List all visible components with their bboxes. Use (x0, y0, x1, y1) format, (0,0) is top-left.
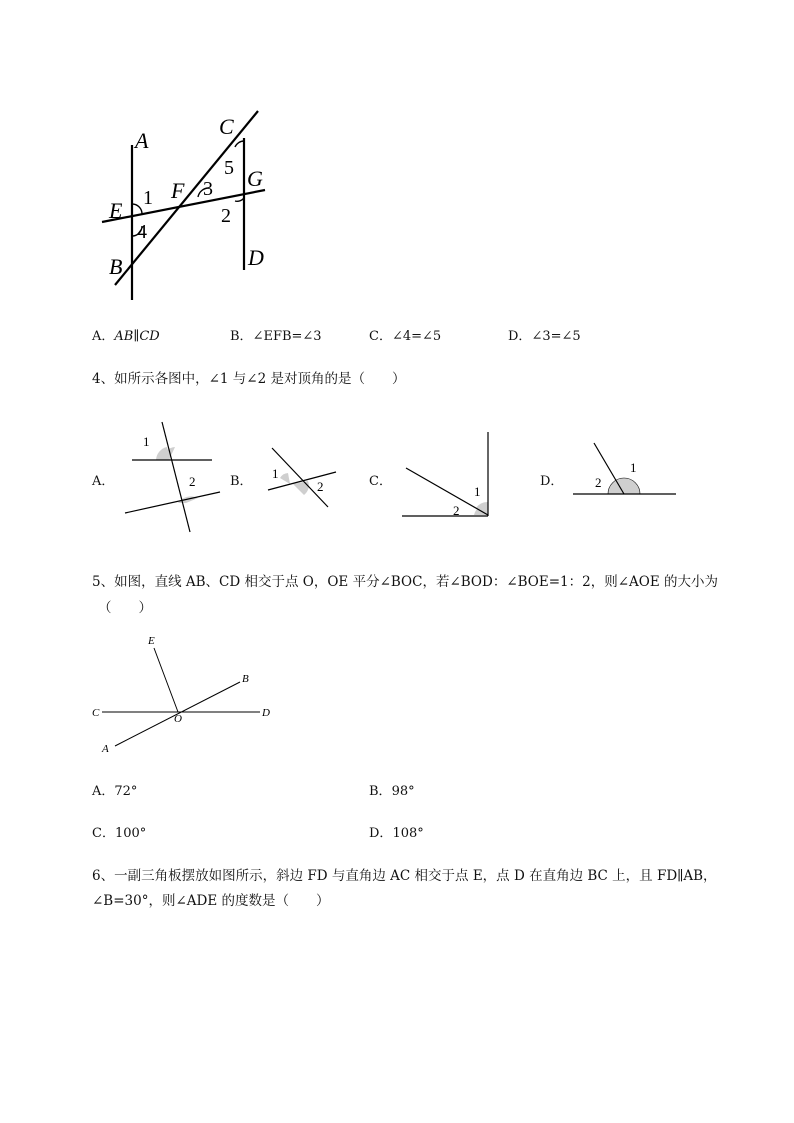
q4-figure-d[interactable] (570, 438, 680, 500)
option-text: 98° (391, 784, 415, 799)
q4-option-d-letter[interactable]: D． (540, 474, 564, 489)
label-G: G (247, 166, 263, 191)
q4-figure-a[interactable] (120, 420, 235, 535)
q5-question-line2: （ ） (98, 600, 152, 616)
label-B: B (109, 254, 123, 279)
option-letter: A． (92, 784, 115, 799)
option-letter: C． (369, 329, 392, 344)
q4-figure-c[interactable] (398, 430, 493, 522)
option-text: AB∥CD (114, 329, 160, 344)
option-text: 108° (392, 826, 424, 841)
label-C: C (219, 114, 234, 139)
label-E: E (148, 635, 155, 647)
label-A: A (102, 743, 109, 755)
angle-2: 2 (221, 205, 231, 227)
label-B: B (242, 673, 249, 685)
q4-option-c-letter[interactable]: C． (369, 474, 392, 489)
parallel-lines-figure (95, 100, 285, 305)
option-letter: C． (92, 826, 115, 841)
q5-option-b[interactable] (369, 780, 415, 799)
q4-option-b-letter[interactable]: B． (230, 474, 253, 489)
q6-question-line2: ∠B=30°，则∠ADE 的度数是（ ） (92, 893, 330, 909)
q6-question-line1: 6、一副三角板摆放如图所示，斜边 FD 与直角边 AC 相交于点 E，点 D 在直角边 BC 上，且 FD∥AB， (92, 868, 717, 884)
q5-figure (88, 630, 278, 755)
angle-4: 4 (137, 221, 147, 243)
label-A: A (135, 128, 149, 153)
angle-2: 2 (595, 475, 602, 490)
option-text: ∠EFB=∠3 (252, 329, 322, 344)
q3-option-c[interactable] (369, 325, 441, 344)
option-letter: D． (369, 826, 393, 841)
line-OE (154, 648, 178, 712)
angle-5: 5 (224, 157, 234, 179)
angle-1: 1 (630, 460, 637, 475)
angle-1: 1 (143, 434, 150, 449)
q5-option-c[interactable] (92, 822, 146, 841)
option-letter: B． (369, 784, 392, 799)
q3-option-b[interactable] (230, 325, 322, 344)
label-D: D (262, 707, 270, 719)
angle-1: 1 (272, 466, 279, 481)
q5-option-d[interactable] (369, 822, 424, 841)
angle-1: 1 (474, 484, 481, 499)
q4-question: 4、如所示各图中，∠1 与∠2 是对顶角的是（ ） (92, 371, 406, 387)
q3-option-d[interactable] (508, 325, 581, 344)
option-letter: B． (230, 329, 253, 344)
q5-question-line1: 5、如图，直线 AB、CD 相交于点 O，OE 平分∠BOC，若∠BOD：∠BOE=1：2，则∠AOE 的大小为 (92, 574, 718, 590)
option-letter: D． (508, 329, 532, 344)
q4-option-a-letter[interactable]: A． (92, 474, 115, 489)
label-E: E (109, 198, 123, 223)
angle-2: 2 (189, 474, 196, 489)
angle-3: 3 (203, 178, 213, 200)
option-text: ∠3=∠5 (531, 329, 581, 344)
angle-2: 2 (453, 503, 460, 518)
label-F: F (171, 178, 185, 203)
q5-option-a[interactable] (92, 780, 137, 799)
q4-figure-b[interactable] (258, 440, 343, 512)
option-text: 72° (114, 784, 138, 799)
q3-option-a[interactable] (92, 325, 160, 344)
option-letter: A． (92, 329, 115, 344)
option-text: ∠4=∠5 (391, 329, 442, 344)
angle-2: 2 (317, 479, 324, 494)
option-text: 100° (114, 826, 147, 841)
angle-1: 1 (143, 187, 153, 209)
label-O: O (174, 713, 182, 725)
label-C: C (92, 707, 100, 719)
label-D: D (248, 245, 264, 270)
